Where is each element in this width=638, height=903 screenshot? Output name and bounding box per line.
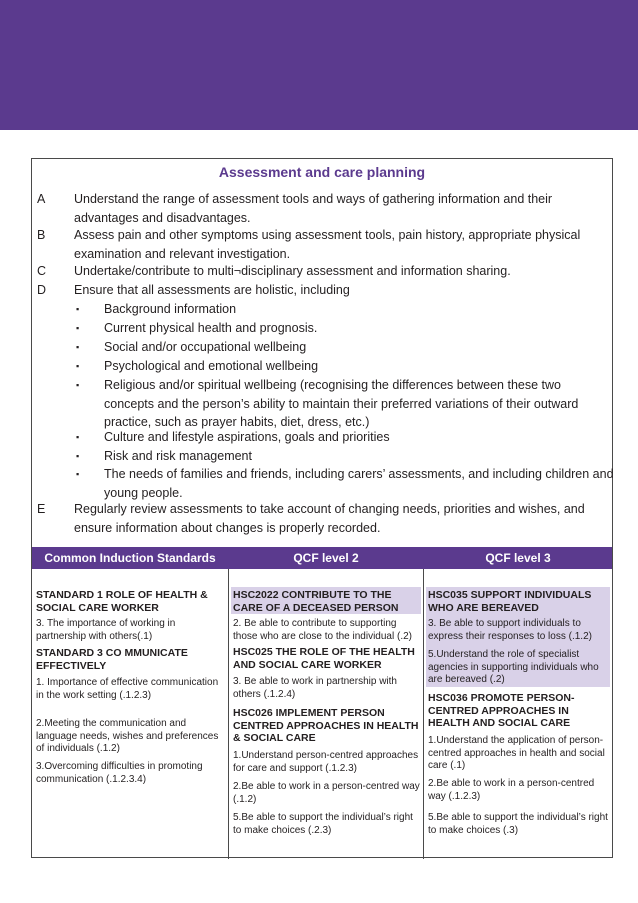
unit-point: 5.Understand the role of specialist agencies in supporting individuals who are bereaved (.2) <box>426 646 610 687</box>
bullet-icon: ▪ <box>76 304 80 314</box>
unit-point: 2. Be able to contribute to supporting those who are close to the individual (.2) <box>233 618 412 642</box>
bullet-text: Psychological and emotional wellbeing <box>104 359 319 373</box>
header-qcf-level-2: QCF level 2 <box>293 551 359 565</box>
item-text: Ensure that all assessments are holistic, including <box>74 283 350 297</box>
item-text: Regularly review assessments to take account of changing needs, priorities and wishes, and ensure information about changes is properly recorded. <box>74 502 585 535</box>
item-letter: A <box>37 192 46 206</box>
bullet-text: Social and/or occupational wellbeing <box>104 340 307 354</box>
item-text: Understand the range of assessment tools and ways of gathering information and their advantages and disadvantages. <box>74 192 553 225</box>
bullet-icon: ▪ <box>76 451 80 461</box>
standard-point: 3. The importance of working in partnership with others(.1) <box>36 618 176 642</box>
bullet-text: Culture and lifestyle aspirations, goals and priorities <box>104 430 390 444</box>
header-qcf-level-3: QCF level 3 <box>485 551 551 565</box>
unit-point: 3. Be able to support individuals to express their responses to loss (.1.2) <box>426 615 610 646</box>
header-common-induction: Common Induction Standards <box>44 551 216 565</box>
item-text: Assess pain and other symptoms using assessment tools, pain history, appropriate physical examination and relevant investigation. <box>74 228 581 261</box>
unit-title: HSC036 PROMOTE PERSON-CENTRED APPROACHES IN HEALTH AND SOCIAL CARE <box>428 692 575 729</box>
unit-point: 1.Understand person-centred approaches for care and support (.1.2.3) <box>233 750 419 774</box>
unit-point: 1.Understand the application of person-centred approaches in health and social care (.1) <box>428 735 605 771</box>
column-divider <box>423 569 424 859</box>
unit-title: HSC2022 CONTRIBUTE TO THE CARE OF A DECEASED PERSON <box>231 587 421 614</box>
bullet-icon: ▪ <box>76 469 80 479</box>
column-divider <box>228 569 229 859</box>
unit-title: HSC025 THE ROLE OF THE HEALTH AND SOCIAL CARE WORKER <box>233 646 415 671</box>
bullet-icon: ▪ <box>76 342 80 352</box>
bullet-text: Risk and risk management <box>104 449 252 463</box>
unit-point: 5.Be able to support the individual’s right to make choices (.2.3) <box>233 812 413 836</box>
standard-point: 3.Overcoming difficulties in promoting communication (.1.2.3.4) <box>36 761 203 785</box>
unit-point: 5.Be able to support the individual’s right to make choices (.3) <box>428 812 608 836</box>
unit-title: HSC035 SUPPORT INDIVIDUALS WHO ARE BEREAVED <box>426 587 610 615</box>
item-letter: C <box>37 264 47 278</box>
bullet-text: Current physical health and prognosis. <box>104 321 318 335</box>
item-letter: D <box>37 283 47 297</box>
section-title: Assessment and care planning <box>218 164 426 180</box>
bullet-text: The needs of families and friends, including carers’ assessments, and including children and young people. <box>104 467 614 500</box>
bullet-icon: ▪ <box>76 361 80 371</box>
standard-point: 1. Importance of effective communication in the work setting (.1.2.3) <box>36 677 219 701</box>
item-letter: E <box>37 502 46 516</box>
bullet-icon: ▪ <box>76 323 80 333</box>
item-text: Undertake/contribute to multi¬disciplinary assessment and information sharing. <box>74 264 511 278</box>
unit-point: 3. Be able to work in partnership with others (.1.2.4) <box>233 676 397 700</box>
unit-point: 2.Be able to work in a person-centred way (.1.2.3) <box>428 778 595 802</box>
standard-title: STANDARD 1 ROLE OF HEALTH & SOCIAL CARE WORKER <box>36 589 208 614</box>
header-band <box>0 0 638 130</box>
unit-point: 2.Be able to work in a person-centred way (.1.2) <box>233 781 420 805</box>
bullet-icon: ▪ <box>76 380 80 390</box>
bullet-text: Background information <box>104 302 237 316</box>
bullet-text: Religious and/or spiritual wellbeing (recognising the differences between these two concepts and the person’s ability to maintain their preferred variations of their outward practice, such as prayer habits, diet, dress, etc.) <box>104 378 579 429</box>
standard-title: STANDARD 3 CO MMUNICATE EFFECTIVELY <box>36 647 188 672</box>
unit-title: HSC026 IMPLEMENT PERSON CENTRED APPROACHES IN HEALTH & SOCIAL CARE <box>233 707 419 744</box>
table-header-row <box>32 547 612 569</box>
assessment-table <box>31 158 613 858</box>
item-letter: B <box>37 228 46 242</box>
bullet-icon: ▪ <box>76 432 80 442</box>
standard-point: 2.Meeting the communication and language needs, wishes and preferences of individuals (.1.2) <box>36 718 219 754</box>
